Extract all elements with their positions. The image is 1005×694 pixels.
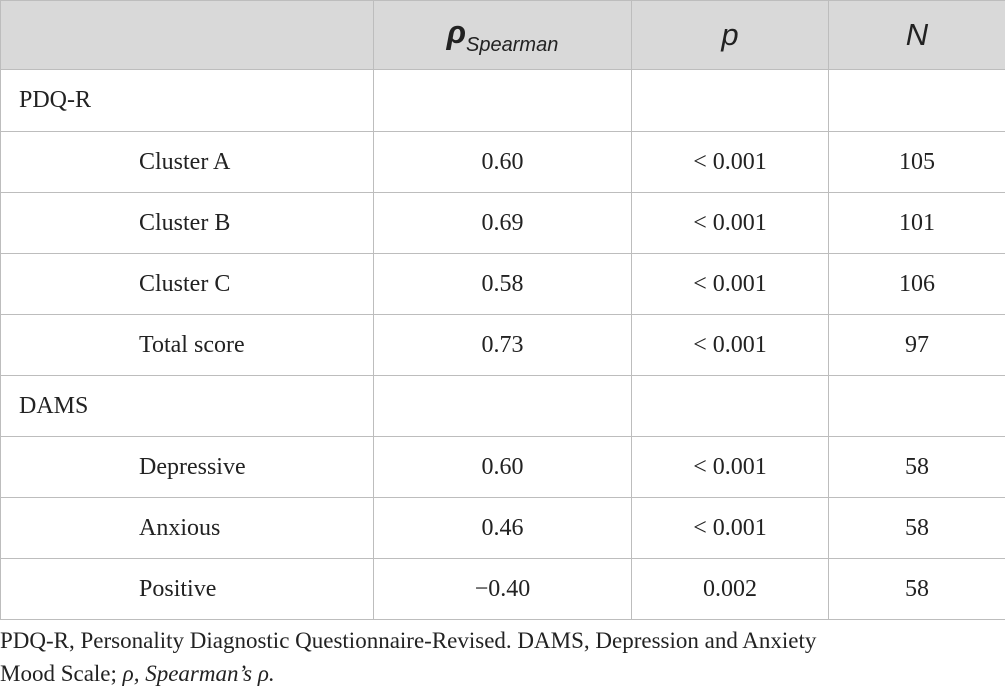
n-cell: 58 xyxy=(829,559,1005,620)
p-cell: 0.002 xyxy=(632,559,829,620)
empty-cell xyxy=(374,70,632,132)
group-row-pdqr xyxy=(1,70,1005,132)
footnote-line2: Mood Scale; xyxy=(0,661,123,686)
table-row xyxy=(1,559,1005,620)
row-label: Anxious xyxy=(1,498,374,559)
table-row xyxy=(1,437,1005,498)
table-header xyxy=(1,1,1005,70)
header-p: p xyxy=(632,1,829,70)
table-row xyxy=(1,498,1005,559)
n-cell: 105 xyxy=(829,132,1005,193)
table-row xyxy=(1,132,1005,193)
table-row xyxy=(1,315,1005,376)
rho-cell: 0.46 xyxy=(374,498,632,559)
table-footnote xyxy=(0,624,1005,690)
n-cell: 58 xyxy=(829,498,1005,559)
p-cell: < 0.001 xyxy=(632,437,829,498)
group-label: PDQ-R xyxy=(1,70,374,132)
n-cell: 58 xyxy=(829,437,1005,498)
group-row-dams xyxy=(1,376,1005,437)
empty-cell xyxy=(829,376,1005,437)
header-rho xyxy=(374,1,632,70)
row-label: Depressive xyxy=(1,437,374,498)
table-row xyxy=(1,254,1005,315)
header-rho-symbol: ρ xyxy=(446,13,467,50)
rho-cell: 0.60 xyxy=(374,132,632,193)
n-cell: 97 xyxy=(829,315,1005,376)
p-cell: < 0.001 xyxy=(632,498,829,559)
empty-cell xyxy=(632,70,829,132)
empty-cell xyxy=(632,376,829,437)
row-label: Positive xyxy=(1,559,374,620)
header-n: N xyxy=(829,1,1005,70)
table-body xyxy=(1,70,1005,620)
p-cell: < 0.001 xyxy=(632,254,829,315)
group-label: DAMS xyxy=(1,376,374,437)
rho-cell: 0.69 xyxy=(374,193,632,254)
table-row xyxy=(1,193,1005,254)
row-label: Cluster B xyxy=(1,193,374,254)
rho-cell: 0.73 xyxy=(374,315,632,376)
header-rho-subscript: Spearman xyxy=(466,33,559,56)
row-label: Cluster A xyxy=(1,132,374,193)
p-cell: < 0.001 xyxy=(632,315,829,376)
rho-cell: 0.58 xyxy=(374,254,632,315)
empty-cell xyxy=(829,70,1005,132)
rho-cell: −0.40 xyxy=(374,559,632,620)
rho-cell: 0.60 xyxy=(374,437,632,498)
p-cell: < 0.001 xyxy=(632,132,829,193)
n-cell: 101 xyxy=(829,193,1005,254)
n-cell: 106 xyxy=(829,254,1005,315)
footnote-line1: PDQ-R, Personality Diagnostic Questionnaire-Revised. DAMS, Depression and Anxiety xyxy=(0,628,817,653)
empty-cell xyxy=(374,376,632,437)
row-label: Cluster C xyxy=(1,254,374,315)
header-row xyxy=(1,1,1005,70)
header-blank xyxy=(1,1,374,70)
p-cell: < 0.001 xyxy=(632,193,829,254)
row-label: Total score xyxy=(1,315,374,376)
footnote-line2-italic: ρ, Spearman’s ρ. xyxy=(122,661,275,686)
